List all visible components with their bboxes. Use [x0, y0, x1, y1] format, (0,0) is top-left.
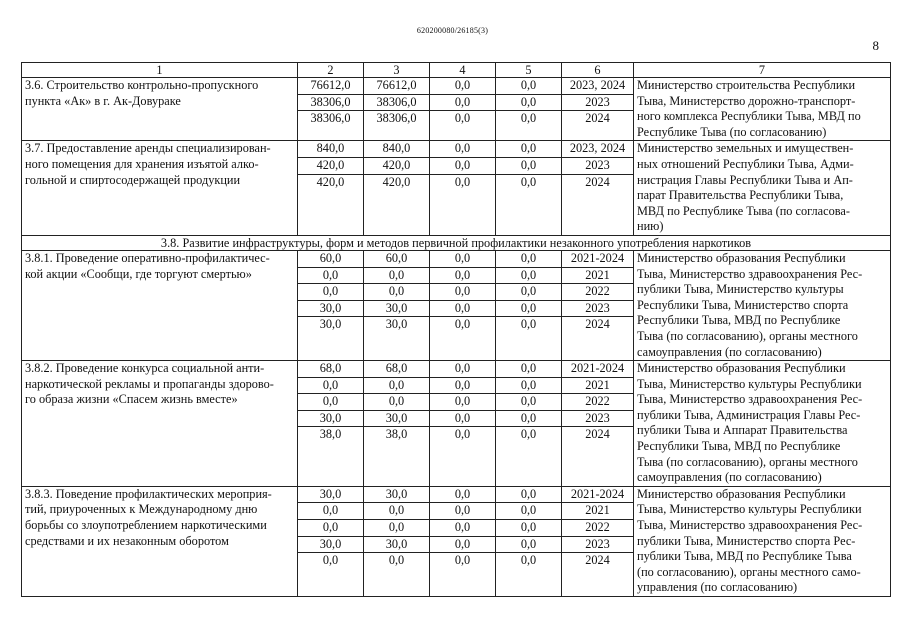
header-col-3: 3	[364, 63, 430, 78]
value-cell: 0,0	[298, 393, 363, 410]
value-cell: 0,0	[496, 267, 561, 284]
value-column-5	[496, 78, 562, 141]
value-cell: 2021	[562, 502, 633, 519]
value-cell: 2023	[562, 157, 633, 174]
value-cell: 30,0	[364, 316, 429, 333]
value-cell: 30,0	[364, 300, 429, 317]
value-cell: 420,0	[364, 157, 429, 174]
header-col-7: 7	[634, 63, 891, 78]
responsible-line: Министерство земельных и имуществен-	[637, 141, 854, 156]
value-cell: 0,0	[430, 110, 495, 127]
responsible-line: Министерство образования Республики	[637, 250, 846, 265]
value-cell: 0,0	[496, 316, 561, 333]
value-cell: 0,0	[520, 78, 537, 92]
value-cell: 2023	[562, 94, 633, 111]
measure-title-line: наркотической рекламы и пропаганды здорово-	[25, 376, 274, 391]
value-column-4	[430, 250, 496, 360]
value-cell: 68,0	[385, 361, 408, 376]
value-cell: 30,0	[385, 486, 408, 501]
responsible-line: Республике Тыва (по согласованию)	[637, 124, 827, 139]
value-cell: 2023	[562, 410, 633, 427]
value-cell: 0,0	[430, 283, 495, 300]
responsible-executors	[634, 250, 891, 360]
value-cell: 420,0	[298, 174, 363, 191]
value-cell: 30,0	[364, 536, 429, 553]
value-cell: 0,0	[430, 552, 495, 569]
value-cell: 38,0	[364, 426, 429, 443]
section-row	[22, 235, 891, 250]
header-col-1: 1	[22, 63, 298, 78]
value-cell: 0,0	[454, 486, 471, 501]
value-cell: 2022	[562, 393, 633, 410]
header-col-2: 2	[298, 63, 364, 78]
value-cell: 2023, 2024	[569, 141, 626, 156]
responsible-line: самоуправления (по согласованию)	[637, 470, 822, 485]
value-cell: 2024	[562, 174, 633, 191]
responsible-executors	[634, 361, 891, 487]
value-cell: 2024	[562, 316, 633, 333]
value-cell: 0,0	[520, 141, 537, 156]
responsible-line: публики Тыва, Министерство спорта Рес-	[637, 533, 856, 548]
measure-title	[22, 486, 298, 596]
responsible-line: публики Тыва, МВД по Республике Тыва	[637, 549, 852, 564]
table-row	[22, 250, 891, 360]
value-column-3	[364, 250, 430, 360]
header-col-6: 6	[562, 63, 634, 78]
value-cell: 30,0	[298, 316, 363, 333]
value-cell: 2021-2024	[570, 361, 625, 376]
value-cell: 0,0	[298, 552, 363, 569]
value-column-5	[496, 141, 562, 236]
value-column-4	[430, 486, 496, 596]
value-column-6	[562, 250, 634, 360]
value-cell: 0,0	[430, 174, 495, 191]
measure-title-line: кой акции «Сообщи, где торгуют смертью»	[25, 266, 252, 281]
value-cell: 38306,0	[364, 94, 429, 111]
value-cell: 0,0	[364, 283, 429, 300]
measure-title-line: 3.8.1. Проведение оперативно-профилактичес-	[25, 250, 270, 265]
responsible-line: Тыва (по согласованию), органы местного	[637, 328, 858, 343]
responsible-line: МВД по Республике Тыва (по согласова-	[637, 203, 850, 218]
value-cell: 30,0	[319, 486, 342, 501]
header-col-5: 5	[496, 63, 562, 78]
value-cell: 0,0	[496, 157, 561, 174]
measure-title-line: гольной и спиртосодержащей продукции	[25, 172, 241, 187]
responsible-line: нистрация Главы Республики Тыва и Ап-	[637, 172, 853, 187]
value-cell: 38306,0	[364, 110, 429, 127]
value-column-2	[298, 250, 364, 360]
value-cell: 2021	[562, 377, 633, 394]
table-row	[22, 141, 891, 236]
value-cell: 0,0	[496, 393, 561, 410]
header-col-4: 4	[430, 63, 496, 78]
value-cell: 76612,0	[310, 78, 351, 92]
responsible-line: Тыва, Министерство дорожно-транспорт-	[637, 93, 856, 108]
value-cell: 0,0	[430, 502, 495, 519]
value-cell: 68,0	[319, 361, 342, 376]
responsible-line: Тыва, Министерство здравоохранения Рес-	[637, 266, 863, 281]
value-column-6	[562, 486, 634, 596]
value-cell: 0,0	[430, 519, 495, 536]
measure-title-line: 3.8.3. Поведение профилактических мероприя-	[25, 486, 272, 501]
value-column-2	[298, 141, 364, 236]
value-cell: 0,0	[496, 377, 561, 394]
responsible-line: Министерство строительства Республики	[637, 78, 856, 92]
value-cell: 0,0	[496, 502, 561, 519]
value-column-2	[298, 486, 364, 596]
measure-title-line: го образа жизни «Спасем жизнь вместе»	[25, 392, 238, 407]
measure-title	[22, 250, 298, 360]
value-cell: 0,0	[364, 377, 429, 394]
value-cell: 840,0	[382, 141, 411, 156]
value-column-5	[496, 361, 562, 487]
value-cell: 420,0	[298, 157, 363, 174]
responsible-line: Тыва, Министерство культуры Республики	[637, 502, 862, 517]
responsible-line: Республики Тыва, МВД по Республике	[637, 439, 841, 454]
value-cell: 0,0	[454, 78, 471, 92]
responsible-line: ных отношений Республики Тыва, Адми-	[637, 156, 854, 171]
value-cell: 30,0	[298, 536, 363, 553]
value-column-3	[364, 486, 430, 596]
value-cell: 60,0	[385, 250, 408, 265]
section-title: 3.8. Развитие инфраструктуры, форм и методов первичной профилактики незаконного употребления наркотиков	[22, 235, 891, 250]
value-cell: 0,0	[496, 519, 561, 536]
value-cell: 30,0	[298, 410, 363, 427]
value-cell: 0,0	[430, 267, 495, 284]
value-column-4	[430, 141, 496, 236]
responsible-line: публики Тыва, Администрация Главы Рес-	[637, 407, 861, 422]
value-cell: 60,0	[319, 250, 342, 265]
value-cell: 0,0	[496, 426, 561, 443]
value-cell: 0,0	[430, 94, 495, 111]
responsible-line: Республики Тыва, Министерство спорта	[637, 297, 849, 312]
value-cell: 0,0	[364, 552, 429, 569]
value-cell: 0,0	[496, 283, 561, 300]
value-column-4	[430, 361, 496, 487]
value-cell: 0,0	[496, 536, 561, 553]
value-cell: 0,0	[430, 300, 495, 317]
value-cell: 0,0	[364, 393, 429, 410]
responsible-line: Тыва (по согласованию), органы местного	[637, 454, 858, 469]
value-cell: 2022	[562, 283, 633, 300]
value-cell: 0,0	[454, 141, 471, 156]
value-cell: 2023	[562, 536, 633, 553]
value-cell: 0,0	[298, 502, 363, 519]
value-cell: 0,0	[364, 502, 429, 519]
value-cell: 0,0	[364, 519, 429, 536]
value-cell: 0,0	[430, 410, 495, 427]
value-cell: 2021-2024	[570, 486, 625, 501]
page-number: 8	[872, 38, 879, 53]
value-cell: 2021	[562, 267, 633, 284]
table-row	[22, 361, 891, 487]
value-cell: 0,0	[520, 361, 537, 376]
value-cell: 0,0	[298, 519, 363, 536]
value-column-6	[562, 361, 634, 487]
responsible-line: Тыва, Министерство культуры Республики	[637, 376, 862, 391]
document-id: 620200080/26185(3)	[416, 26, 489, 35]
table-row	[22, 486, 891, 596]
value-column-5	[496, 486, 562, 596]
value-column-2	[298, 78, 364, 141]
value-cell: 0,0	[430, 393, 495, 410]
value-cell: 0,0	[496, 552, 561, 569]
value-cell: 76612,0	[376, 78, 417, 92]
value-cell: 30,0	[298, 300, 363, 317]
measure-title-line: тий, приуроченных к Международному дню	[25, 502, 258, 517]
responsible-executors	[634, 78, 891, 141]
value-column-5	[496, 250, 562, 360]
value-cell: 2024	[562, 552, 633, 569]
value-cell: 2023	[562, 300, 633, 317]
value-cell: 0,0	[430, 157, 495, 174]
value-cell: 0,0	[454, 361, 471, 376]
value-cell: 0,0	[298, 283, 363, 300]
value-cell: 840,0	[316, 141, 345, 156]
value-cell: 0,0	[496, 94, 561, 111]
responsible-line: управления (по согласованию)	[637, 580, 798, 595]
responsible-line: Министерство образования Республики	[637, 486, 846, 501]
value-column-6	[562, 78, 634, 141]
value-cell: 0,0	[430, 377, 495, 394]
responsible-executors	[634, 486, 891, 596]
value-cell: 2024	[562, 110, 633, 127]
value-cell: 0,0	[430, 316, 495, 333]
value-cell: 38,0	[298, 426, 363, 443]
value-cell: 38306,0	[298, 110, 363, 127]
value-cell: 0,0	[520, 486, 537, 501]
value-cell: 0,0	[496, 410, 561, 427]
responsible-line: нию)	[637, 219, 664, 234]
value-cell: 0,0	[430, 426, 495, 443]
measure-title-line: ного помещения для хранения изъятой алко-	[25, 156, 259, 171]
value-column-3	[364, 141, 430, 236]
responsible-line: Республики Тыва, МВД по Республике	[637, 313, 841, 328]
value-cell: 0,0	[364, 267, 429, 284]
value-column-2	[298, 361, 364, 487]
value-column-4	[430, 78, 496, 141]
responsible-line: публики Тыва, Министерство культуры	[637, 282, 844, 297]
measure-title-line: пункта «Ак» в г. Ак-Довураке	[25, 93, 181, 108]
measure-title-line: 3.8.2. Проведение конкурса социальной анти-	[25, 361, 265, 376]
value-cell: 0,0	[496, 110, 561, 127]
value-cell: 420,0	[364, 174, 429, 191]
value-column-3	[364, 78, 430, 141]
responsible-executors	[634, 141, 891, 236]
responsible-line: Министерство образования Республики	[637, 361, 846, 376]
value-cell: 0,0	[298, 377, 363, 394]
value-cell: 2024	[562, 426, 633, 443]
responsible-line: ного комплекса Республики Тыва, МВД по	[637, 109, 861, 124]
value-cell: 30,0	[364, 410, 429, 427]
measure-title-line: 3.7. Предоставление аренды специализирован-	[25, 141, 271, 156]
value-column-3	[364, 361, 430, 487]
measure-title-line: борьбы со злоупотреблением наркотическими	[25, 518, 267, 533]
value-cell: 0,0	[520, 250, 537, 265]
value-cell: 0,0	[454, 250, 471, 265]
value-column-6	[562, 141, 634, 236]
measure-title	[22, 141, 298, 236]
header-row	[22, 63, 891, 78]
value-cell: 0,0	[496, 300, 561, 317]
value-cell: 0,0	[496, 174, 561, 191]
value-cell: 2023, 2024	[569, 78, 626, 92]
value-cell: 0,0	[298, 267, 363, 284]
measure-title-line: средствами и их незаконным оборотом	[25, 533, 229, 548]
responsible-line: самоуправления (по согласованию)	[637, 344, 822, 359]
responsible-line: (по согласованию), органы местного само-	[637, 564, 861, 579]
responsible-line: Тыва, Министерство здравоохранения Рес-	[637, 392, 863, 407]
program-table	[21, 62, 891, 597]
value-cell: 2021-2024	[570, 250, 625, 265]
responsible-line: парат Правительства Республики Тыва,	[637, 188, 844, 203]
value-cell: 38306,0	[298, 94, 363, 111]
value-cell: 2022	[562, 519, 633, 536]
measure-title-line: 3.6. Строительство контрольно-пропускного	[25, 78, 259, 92]
responsible-line: Тыва, Министерство здравоохранения Рес-	[637, 518, 863, 533]
responsible-line: публики Тыва и Аппарат Правительства	[637, 423, 848, 438]
measure-title	[22, 361, 298, 487]
measure-title	[22, 78, 298, 141]
value-cell: 0,0	[430, 536, 495, 553]
table-row	[22, 78, 891, 141]
